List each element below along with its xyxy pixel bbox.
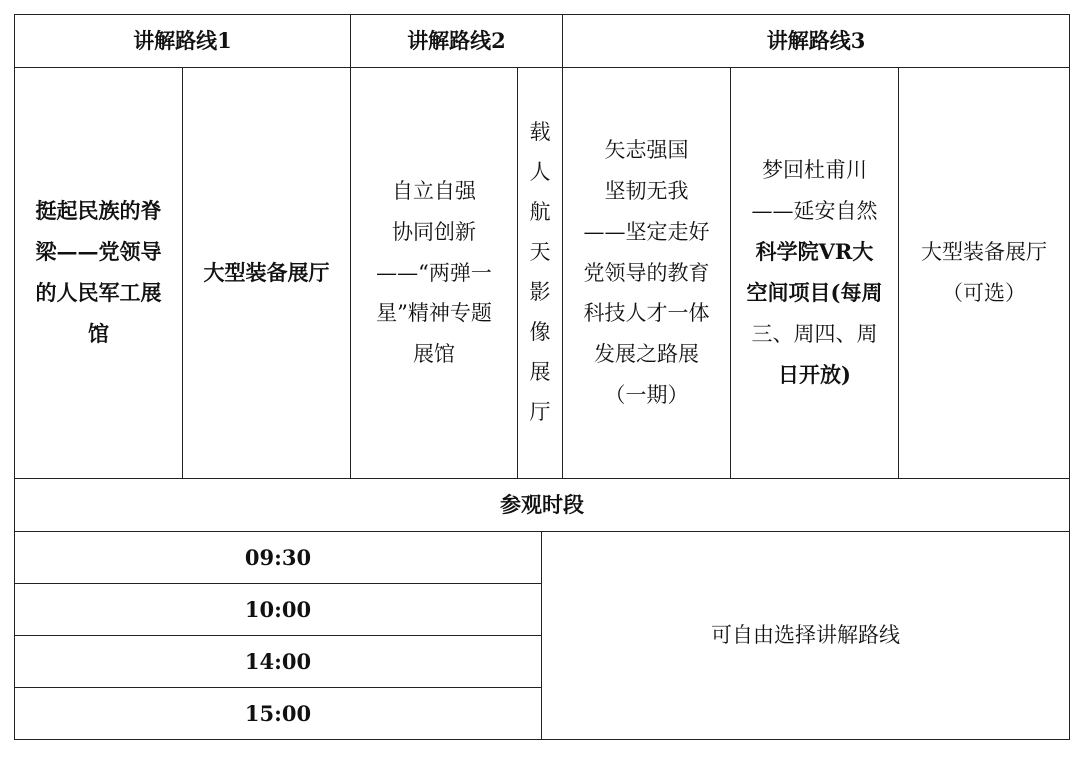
route3-exhibit2-line: 空间项目(每周: [746, 280, 883, 305]
route1-exhibit1-line: 梁——党领导: [35, 239, 162, 265]
route3-exhibit2-line: 日开放): [778, 361, 851, 387]
route3-exhibit3-line: 大型装备展厅: [921, 240, 1048, 265]
route3-exhibit1-line: 发展之路展: [594, 342, 700, 367]
route3-exhibit-equipment-hall: [899, 68, 1070, 479]
route3-exhibit1-line: 科技人才一体: [583, 301, 710, 326]
route2-exhibit1-line: 自立自强: [392, 178, 476, 203]
route1-header: 讲解路线1: [15, 15, 351, 68]
route3-exhibit-education-talent: [563, 68, 731, 479]
route3-header: 讲解路线3: [563, 15, 1070, 68]
route3-exhibit2-line: 梦回杜甫川: [762, 158, 868, 183]
visit-time-slot: 15:00: [15, 688, 542, 740]
route2-header: 讲解路线2: [351, 15, 563, 68]
route2-exhibit-two-bombs-one-star: [351, 68, 518, 479]
route1-exhibit1-line: 馆: [88, 320, 109, 346]
vertical-char: 载: [529, 120, 551, 145]
route2-exhibit1-line: ——“两弹一: [376, 260, 492, 285]
vertical-char: 天: [529, 240, 551, 265]
route3-exhibit-vr-space: [731, 68, 899, 479]
route2-exhibit1-line: 星”精神专题: [376, 301, 492, 326]
route3-exhibit1-line: （一期）: [604, 383, 689, 408]
route3-exhibit3-line: （可选）: [942, 281, 1027, 305]
route2-exhibit1-line: 协同创新: [392, 219, 476, 244]
route3-exhibit2-line: ——延安自然: [751, 199, 878, 224]
route1-exhibit1-line: 的人民军工展: [35, 280, 162, 305]
route2-exhibit1-line: 展馆: [413, 342, 455, 367]
vertical-char: 影: [529, 280, 551, 304]
visit-time-slot: 14:00: [15, 636, 542, 688]
vertical-char: 厅: [529, 399, 551, 424]
route1-exhibit-military-industry: [15, 68, 183, 479]
route3-exhibit2-line: 三、周四、周: [751, 321, 878, 346]
visit-time-slot: 09:30: [15, 532, 542, 584]
route3-exhibit1-line: ——坚定走好: [583, 219, 710, 244]
route3-exhibit1-line: 矢志强国: [604, 137, 689, 162]
route3-exhibit1-line: 坚韧无我: [604, 178, 689, 203]
visit-schedule-table: [14, 14, 1070, 740]
vertical-char: 人: [529, 160, 551, 185]
visit-time-slot: 10:00: [15, 584, 542, 636]
vertical-char: 航: [529, 200, 551, 225]
route1-exhibit-equipment-hall: 大型装备展厅: [183, 68, 351, 479]
vertical-char: 展: [529, 359, 551, 384]
route2-exhibit-space-image-hall: [518, 68, 563, 479]
route-selection-note: 可自由选择讲解路线: [542, 532, 1070, 740]
visit-time-section-title: 参观时段: [15, 479, 1070, 532]
route3-exhibit1-line: 党领导的教育: [583, 260, 710, 285]
vertical-char: 像: [529, 319, 551, 344]
route1-exhibit1-line: 挺起民族的脊: [35, 198, 162, 224]
route3-exhibit2-line: 科学院VR大: [755, 239, 874, 265]
